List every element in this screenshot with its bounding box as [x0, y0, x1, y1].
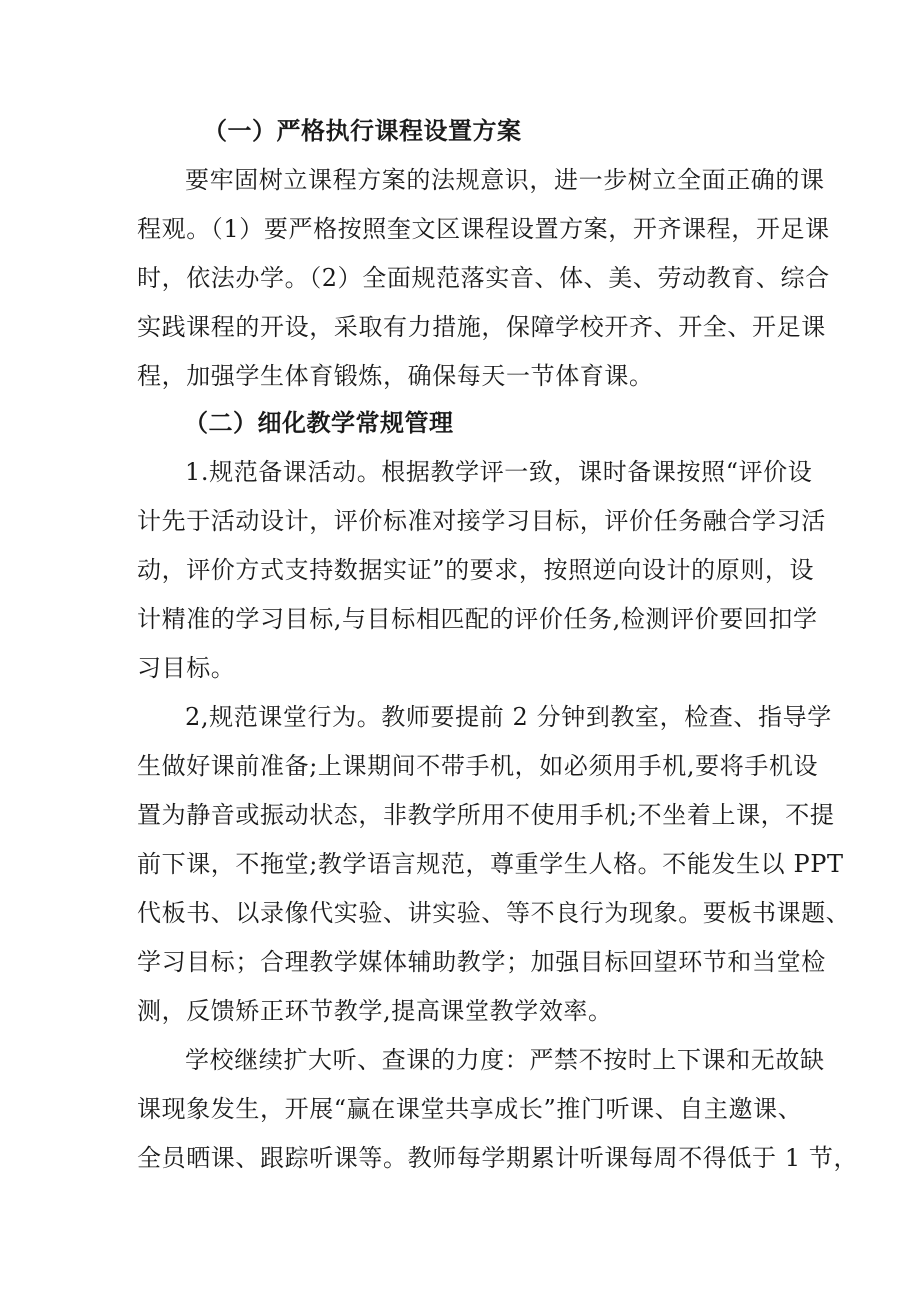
paragraph-line: 代板书、以录像代实验、讲实验、等不良行为现象。要板书课题、: [137, 899, 851, 927]
paragraph-line: 学校继续扩大听、查课的力度：严禁不按时上下课和无故缺: [185, 1046, 825, 1074]
paragraph-line: 实践课程的开设，采取有力措施，保障学校开齐、开全、开足课: [137, 313, 826, 341]
paragraph-line: 学习目标；合理教学媒体辅助教学；加强目标回望环节和当堂检: [137, 948, 826, 976]
paragraph-line: 计精准的学习目标,与目标相匹配的评价任务,检测评价要回扣学: [137, 605, 818, 633]
paragraph-line: 程，加强学生体育锻炼，确保每天一节体育课。: [137, 362, 654, 390]
paragraph-line: 时，依法办学。（2）全面规范落实音、体、美、劳动教育、综合: [137, 264, 830, 292]
paragraph-line: 计先于活动设计，评价标准对接学习目标，评价任务融合学习活: [137, 507, 826, 535]
paragraph-line: 要牢固树立课程方案的法规意识，进一步树立全面正确的课: [185, 166, 825, 194]
paragraph-line: 课现象发生，开展“赢在课堂共享成长”推门听课、自主邀课、: [137, 1095, 803, 1123]
paragraph-line: 前下课，不拖堂;教学语言规范，尊重学生人格。不能发生以 PPT: [137, 850, 844, 878]
paragraph-line: 动，评价方式支持数据实证”的要求，按照逆向设计的原则，设: [137, 556, 815, 584]
section-heading-1: （一）严格执行课程设置方案: [203, 116, 522, 145]
paragraph-line: 置为静音或振动状态，非教学所用不使用手机;不坐着上课，不提: [137, 801, 835, 829]
paragraph-line: 测，反馈矫正环节教学,提高课堂教学效率。: [137, 997, 613, 1025]
paragraph-line: 1.规范备课活动。根据教学评一致，课时备课按照“评价设: [185, 458, 813, 486]
paragraph-line: 生做好课前准备;上课期间不带手机，如必须用手机,要将手机设: [137, 752, 819, 780]
paragraph-line: 程观。（1）要严格按照奎文区课程设置方案，开齐课程，开足课: [137, 215, 830, 243]
section-heading-2: （二）细化教学常规管理: [184, 408, 454, 437]
paragraph-line: 2,规范课堂行为。教师要提前 2 分钟到教室，检查、指导学: [185, 703, 832, 731]
paragraph-line: 习目标。: [137, 654, 236, 682]
paragraph-line: 全员晒课、跟踪听课等。教师每学期累计听课每周不得低于 1 节，: [137, 1144, 859, 1172]
